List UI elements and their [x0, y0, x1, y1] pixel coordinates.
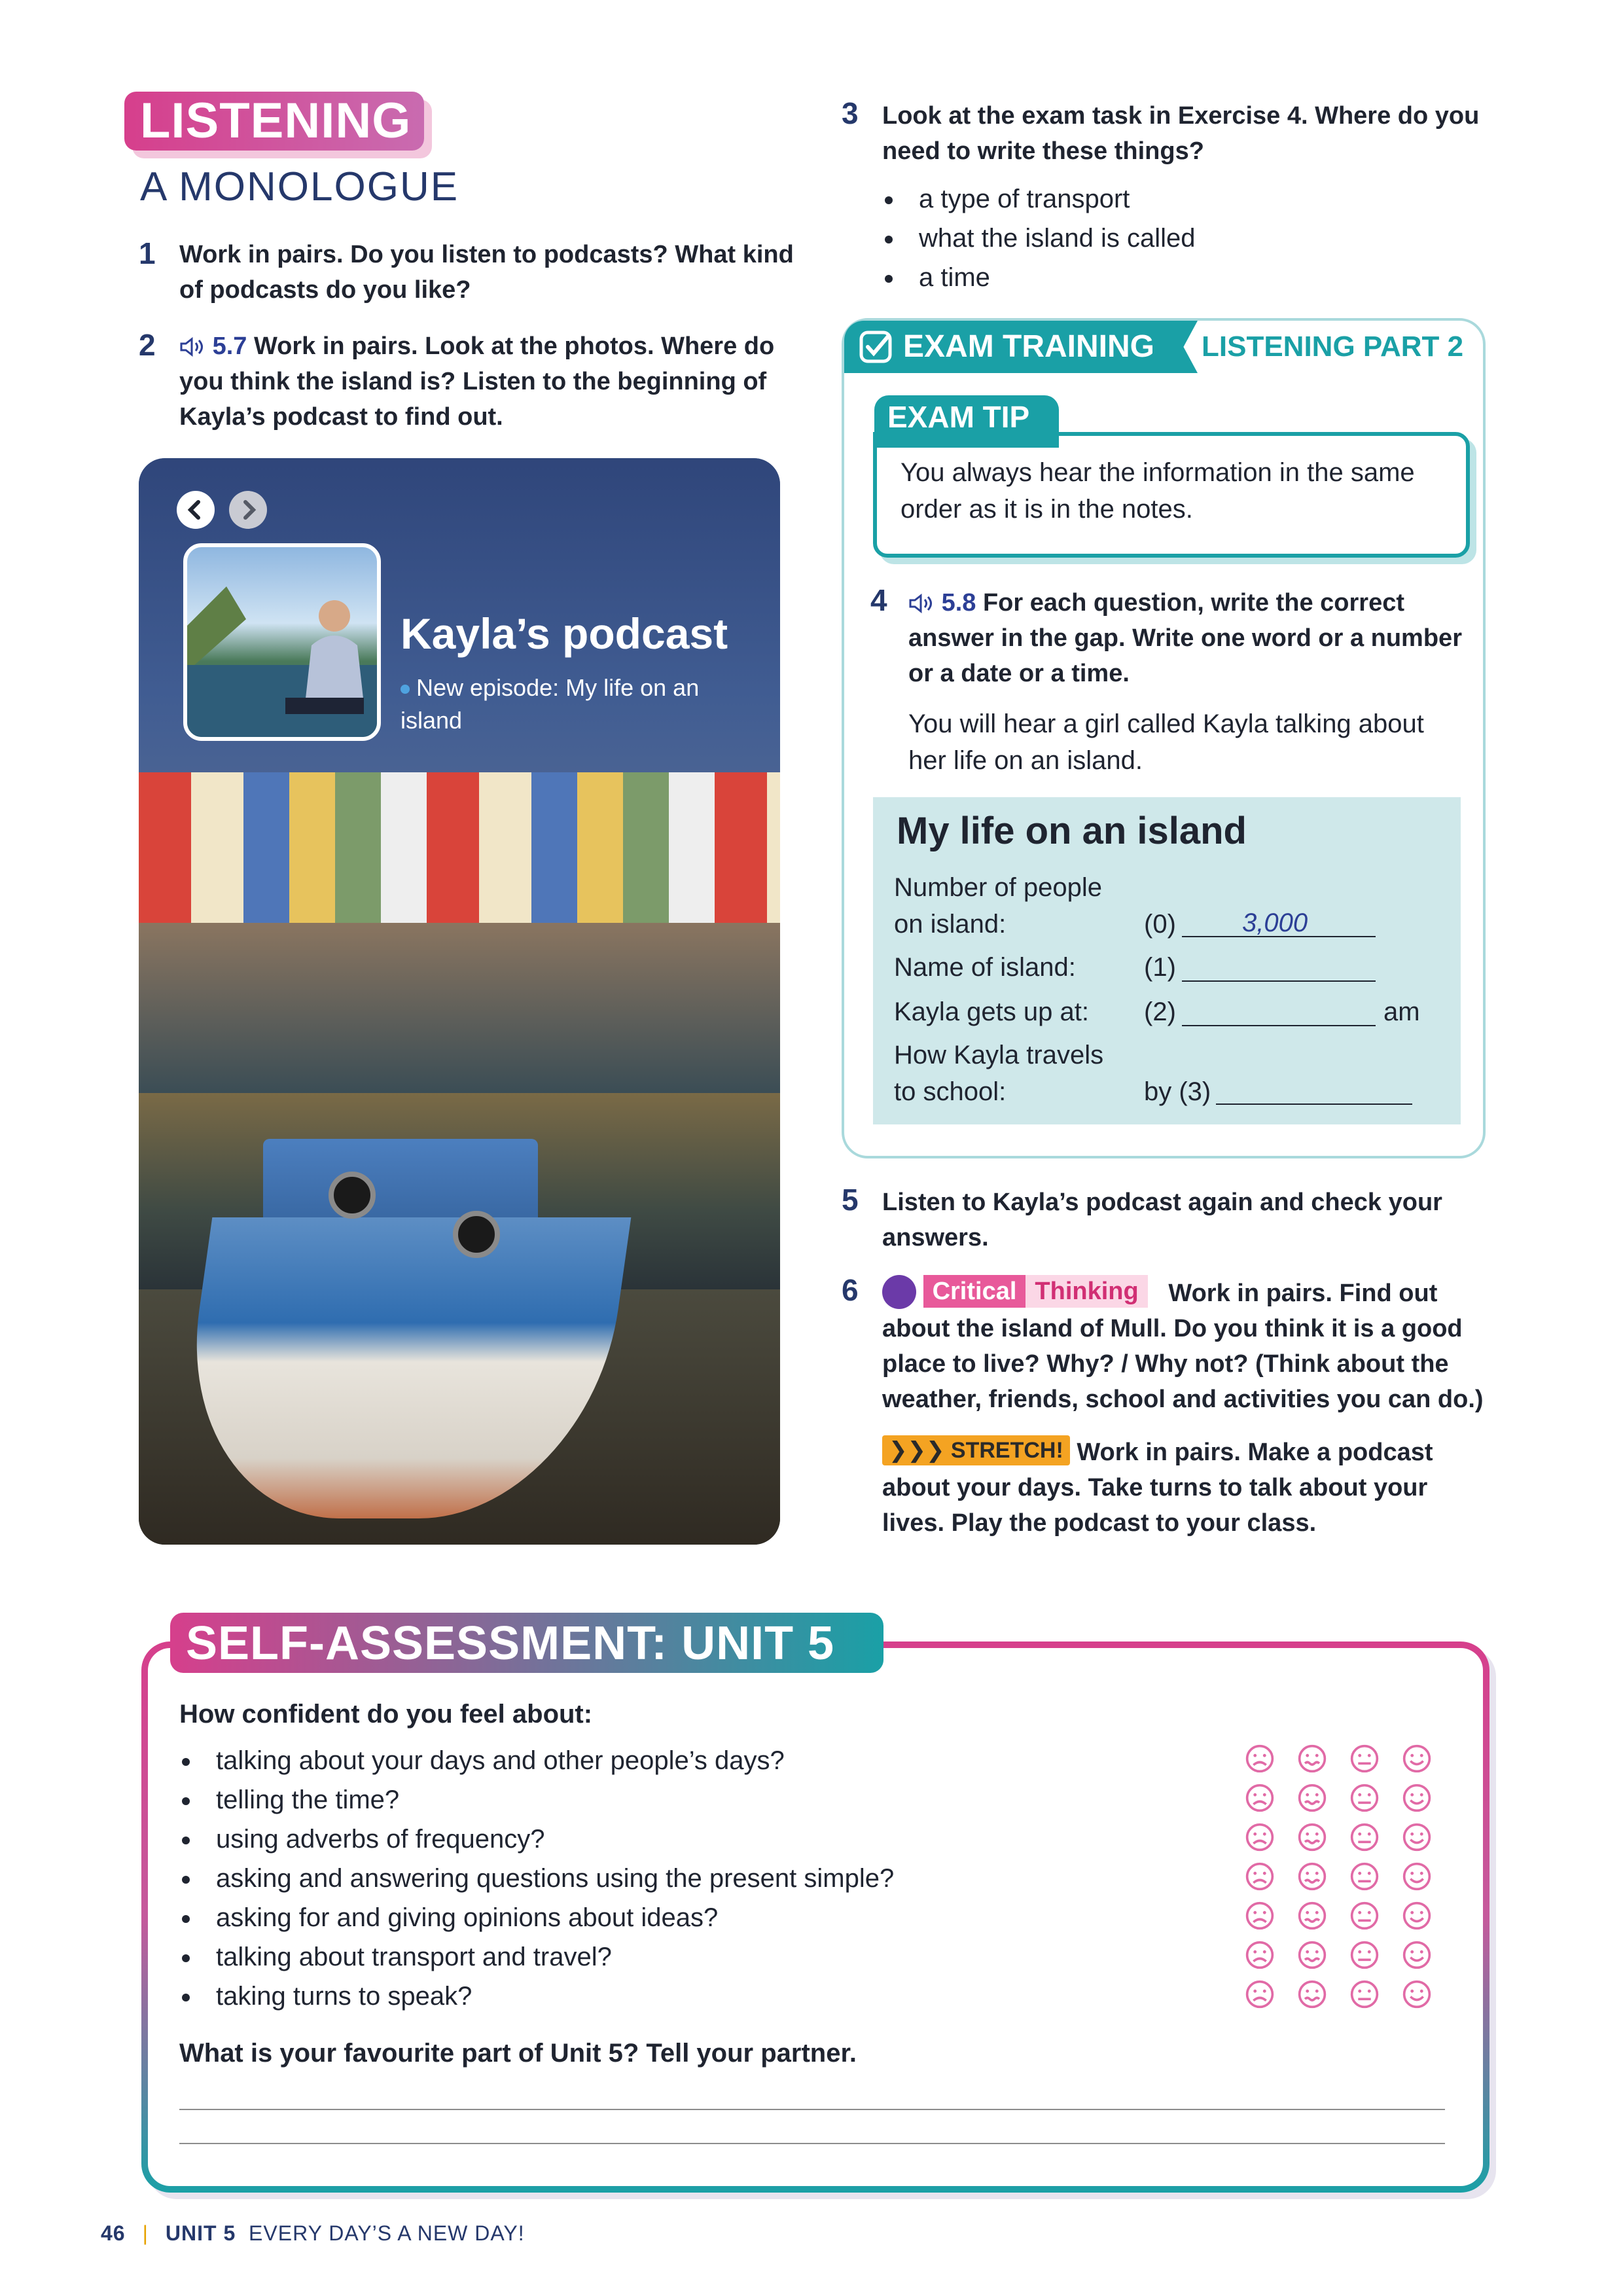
- audio-icon[interactable]: [179, 337, 205, 357]
- previous-arrow-icon[interactable]: [177, 491, 215, 529]
- happy-face-icon[interactable]: [1402, 1940, 1432, 1970]
- list-item: asking and answering questions using the present simple?: [182, 1859, 894, 1898]
- worried-face-icon[interactable]: [1297, 1822, 1327, 1852]
- happy-face-icon[interactable]: [1402, 1822, 1432, 1852]
- happy-face-icon[interactable]: [1402, 1744, 1432, 1774]
- exercise-6-text: Work in pairs. Find out about the island of Mull. Do you think it is a good place to live? Why? / Why not? (Think about the weather, friends, school and activities you can do.): [882, 1280, 1484, 1413]
- list-item: a type of transport: [885, 179, 1195, 219]
- neutral-face-icon[interactable]: [1349, 1744, 1380, 1774]
- worried-face-icon[interactable]: [1297, 1940, 1327, 1970]
- exercise-2-text: Work in pairs. Look at the photos. Where do you think the island is? Listen to the beginning of Kayla’s podcast to find out.: [179, 332, 775, 431]
- page-number: 46: [101, 2221, 126, 2245]
- exercise-2: [179, 329, 788, 435]
- list-item: asking for and giving opinions about ideas?: [182, 1898, 894, 1937]
- list-item: talking about your days and other people’s days?: [182, 1741, 894, 1780]
- notes-title: My life on an island: [897, 810, 1247, 852]
- notes-label: on island:: [894, 910, 1007, 939]
- list-item: what the island is called: [885, 219, 1195, 258]
- neutral-face-icon[interactable]: [1349, 1979, 1380, 2009]
- exam-tip-text: You always hear the information in the same order as it is in the notes.: [901, 458, 1415, 524]
- podcast-thumbnail: [183, 543, 381, 741]
- section-title: LISTENING: [140, 93, 412, 149]
- exercise-3-text: Look at the exam task in Exercise 4. Where do you need to write these things?: [882, 102, 1480, 165]
- thinking-badge: Thinking: [1026, 1275, 1147, 1308]
- critical-thinking-icon: [882, 1275, 916, 1309]
- notes-ref: (2): [1144, 997, 1176, 1026]
- answer-line[interactable]: [179, 2109, 1445, 2110]
- sad-face-icon[interactable]: [1245, 1901, 1275, 1931]
- sad-face-icon[interactable]: [1245, 1979, 1275, 2009]
- list-item: a time: [885, 258, 1195, 297]
- exercise-number: 5: [842, 1183, 859, 1217]
- stretch-task: [882, 1435, 1484, 1541]
- list-item: using adverbs of frequency?: [182, 1820, 894, 1859]
- sad-face-icon[interactable]: [1245, 1744, 1275, 1774]
- notes-label: Name of island:: [894, 953, 1076, 982]
- worried-face-icon[interactable]: [1297, 1901, 1327, 1931]
- self-assessment-question: How confident do you feel about:: [179, 1700, 593, 1729]
- sad-face-icon[interactable]: [1245, 1783, 1275, 1813]
- next-arrow-icon[interactable]: [229, 491, 267, 529]
- unit-title: EVERY DAY’S A NEW DAY!: [249, 2221, 525, 2245]
- exam-training-label: EXAM TRAINING: [903, 329, 1154, 364]
- exam-part-label: LISTENING PART 2: [1202, 331, 1464, 363]
- neutral-face-icon[interactable]: [1349, 1940, 1380, 1970]
- exam-tip-label: EXAM TIP: [887, 400, 1030, 434]
- exercise-number: 3: [842, 96, 859, 130]
- unit-label: UNIT 5: [165, 2221, 236, 2245]
- boat-porthole: [329, 1172, 376, 1219]
- exercise-4-text: For each question, write the correct answer in the gap. Write one word or a number or a date or a time.: [908, 589, 1462, 687]
- page-footer: 46 | UNIT 5 EVERY DAY’S A NEW DAY!: [101, 2221, 525, 2245]
- exercise-number: 1: [139, 236, 156, 270]
- stretch-text: Work in pairs. Make a podcast about your days. Take turns to talk about your lives. Play the podcast to your class.: [882, 1439, 1433, 1537]
- happy-face-icon[interactable]: [1402, 1783, 1432, 1813]
- boat-porthole: [453, 1211, 500, 1258]
- podcast-episode: [401, 672, 702, 737]
- list-item: taking turns to speak?: [182, 1977, 894, 2016]
- podcast-episode-text: New episode: My life on an island: [401, 674, 700, 734]
- final-question: What is your favourite part of Unit 5? Tell your partner.: [179, 2039, 857, 2068]
- neutral-face-icon[interactable]: [1349, 1783, 1380, 1813]
- notes-label: Kayla gets up at:: [894, 997, 1089, 1026]
- list-item: talking about transport and travel?: [182, 1937, 894, 1977]
- photo-houses: [139, 772, 780, 923]
- happy-face-icon[interactable]: [1402, 1901, 1432, 1931]
- notes-label: to school:: [894, 1077, 1007, 1106]
- photo-harbour: [139, 923, 780, 1093]
- self-assessment-list: [182, 1741, 894, 2016]
- answer-gap[interactable]: [1216, 1077, 1412, 1105]
- section-subtitle: A MONOLOGUE: [140, 164, 459, 209]
- worried-face-icon[interactable]: [1297, 1744, 1327, 1774]
- notes-label: How Kayla travels: [894, 1041, 1104, 1069]
- worried-face-icon[interactable]: [1297, 1861, 1327, 1892]
- exercise-4-intro: You will hear a girl called Kayla talking about her life on an island.: [908, 709, 1424, 775]
- notes-ref: (1): [1144, 953, 1176, 982]
- exercise-5-text: Listen to Kayla’s podcast again and check your answers.: [882, 1189, 1442, 1251]
- audio-track[interactable]: 5.7: [212, 332, 247, 360]
- notes-label: Number of people: [894, 873, 1102, 902]
- exercise-6: [882, 1275, 1484, 1417]
- sad-face-icon[interactable]: [1245, 1861, 1275, 1892]
- neutral-face-icon[interactable]: [1349, 1822, 1380, 1852]
- critical-badge: Critical: [923, 1275, 1026, 1308]
- list-item: telling the time?: [182, 1780, 894, 1820]
- exercise-number: 4: [870, 583, 887, 617]
- worried-face-icon[interactable]: [1297, 1979, 1327, 2009]
- worried-face-icon[interactable]: [1297, 1783, 1327, 1813]
- exercise-3-list: [885, 179, 1195, 297]
- podcast-title: Kayla’s podcast: [401, 609, 728, 658]
- self-assessment-title: SELF-ASSESSMENT: UNIT 5: [186, 1617, 835, 1670]
- notes-ref: (0): [1144, 910, 1176, 939]
- podcast-photo: [139, 458, 780, 1545]
- audio-track[interactable]: 5.8: [941, 589, 976, 617]
- confidence-faces: [1245, 1744, 1454, 2025]
- exercise-4: [908, 585, 1465, 691]
- answer-gap[interactable]: [1182, 999, 1376, 1026]
- live-dot-icon: [401, 685, 410, 694]
- sad-face-icon[interactable]: [1245, 1940, 1275, 1970]
- happy-face-icon[interactable]: [1402, 1861, 1432, 1892]
- sad-face-icon[interactable]: [1245, 1822, 1275, 1852]
- notes-suffix: am: [1383, 997, 1420, 1026]
- neutral-face-icon[interactable]: [1349, 1861, 1380, 1892]
- answer-gap[interactable]: [1182, 954, 1376, 982]
- answer-line[interactable]: [179, 2143, 1445, 2144]
- neutral-face-icon[interactable]: [1349, 1901, 1380, 1931]
- exercise-1-text: Work in pairs. Do you listen to podcasts? What kind of podcasts do you like?: [179, 241, 794, 304]
- notes-ref: by (3): [1144, 1077, 1211, 1106]
- happy-face-icon[interactable]: [1402, 1979, 1432, 2009]
- check-icon: [859, 330, 895, 367]
- stretch-badge: ❯❯❯ STRETCH!: [882, 1435, 1070, 1465]
- exercise-number: 2: [139, 328, 156, 362]
- example-answer: 3,000: [1242, 908, 1308, 937]
- audio-icon[interactable]: [908, 594, 935, 613]
- section-badge: [124, 92, 424, 151]
- exercise-number: 6: [842, 1273, 859, 1307]
